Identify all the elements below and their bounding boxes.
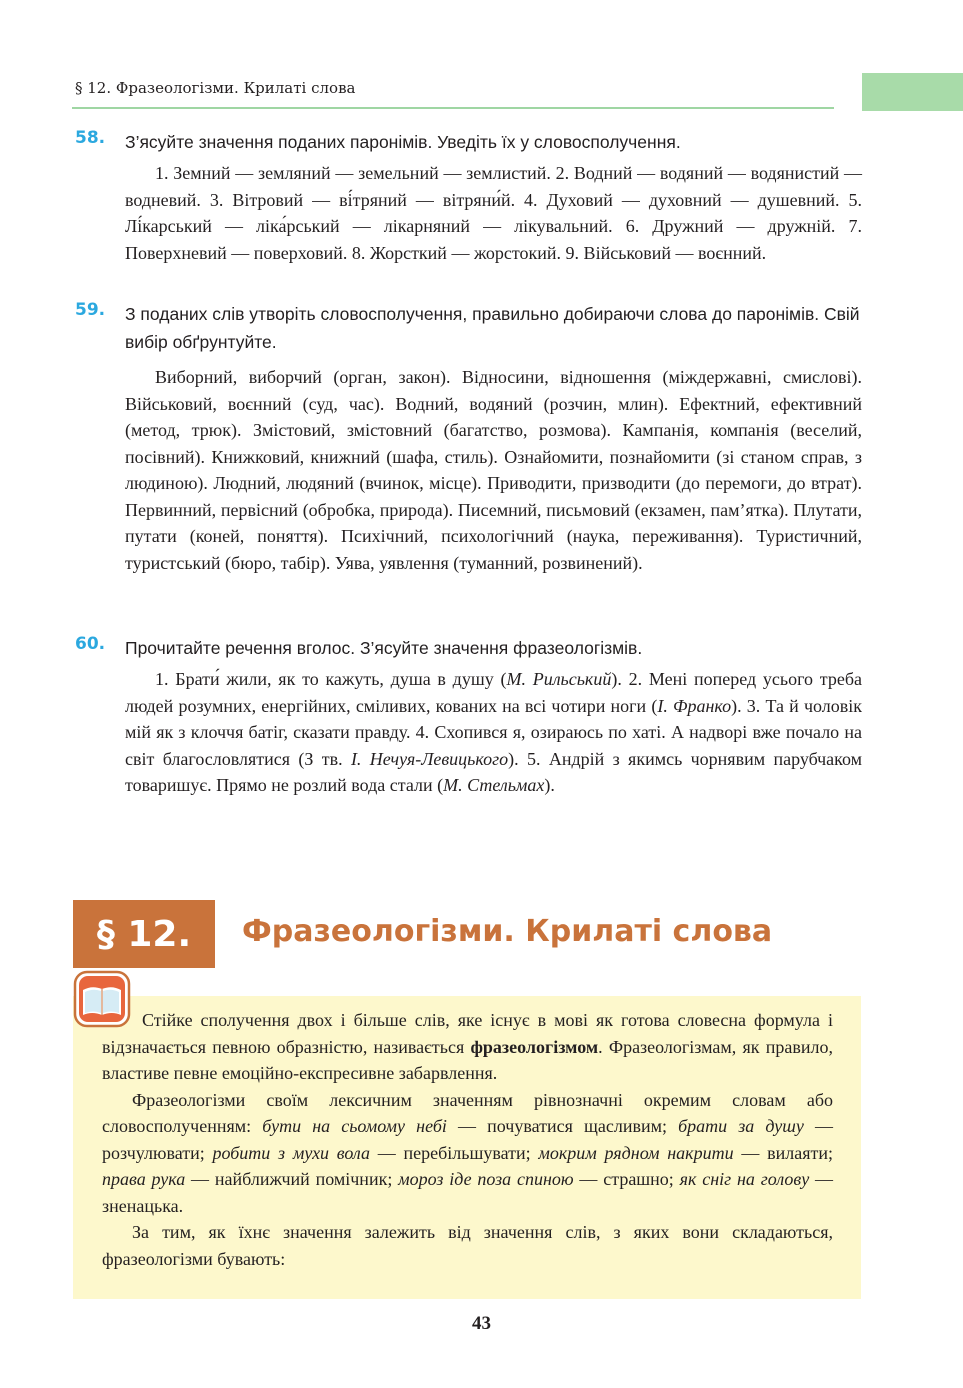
author-name: М. Стельмах xyxy=(443,775,545,795)
exercise-number: 58. xyxy=(75,128,106,148)
header-color-tab xyxy=(862,73,963,111)
exercise-body: Виборний, виборчий (орган, закон). Відносини, відношення (міждержавні, смислові). Військовий, воєнний (суд, час). Водний, водяний (розчин, млин). Ефектний, ефективний (метод, трюк). Змістовий, змістовний (багатство, розмова). Кампанія, компанія (веселий, посівний). Книжковий, книжний (шафа, стиль). Ознайомити, познайомити (зі станом справ, з людиною). Людний, людяний (вчинок, місце). Приводити, призводити (до перемоги, до втрат). Первинний, первісний (обробка, природа). Писемний, письмовий (екзамен, пам’ятка). Плутати, путати (коней, поняття). Психічний, психологічний (наука, переживання). Туристичний, туристський (бюро, табір). Уява, уявлення (туманний, розвинений). xyxy=(125,367,862,573)
running-title: § 12. Фразеологізми. Крилаті слова xyxy=(75,79,356,97)
section-number-badge: § 12. xyxy=(73,900,215,968)
exercise-number: 59. xyxy=(75,300,106,320)
exercise-58 xyxy=(75,128,862,266)
exercise-body: 1. Земний — земляний — земельний — землистий. 2. Водний — водяний — водянистий — водневий. 3. Вітровий — ві́тряний — вітряни́й. 4. Духовий — духовний — душевний. 5. Лі́карський — ліка́рський — лікарняний — лікувальний. 6. Дружний — дружній. 7. Поверхневий — поверховий. 8. Жорсткий — жорстокий. 9. Військовий — воєнний. xyxy=(125,163,862,263)
section-title: Фразеологізми. Крилаті слова xyxy=(242,914,773,949)
header-divider xyxy=(72,107,834,109)
exercise-task: Прочитайте речення вголос. З’ясуйте значення фразеологізмів. xyxy=(125,638,643,658)
exercise-body: 1. Брати́ жили, як то кажуть, душа в душу (М. Рильський). 2. Мені поперед усього треба людей розумних, енергійних, сміливих, кованих на всі чотири ноги (І. Франко). 3. Та й чоловік мій як з клоччя батіг, сказати правду. 4. Схопився я, озираюсь по хаті. А надворі вже почало на світ благословлятися (З тв. І. Нечуя-Левицького). 5. Андрій з якимсь чорнявим парубчаком товаришує. Прямо не розлий вода стали (М. Стельмах). xyxy=(125,669,862,795)
key-term: фразеологізмом xyxy=(470,1036,599,1057)
rule-text xyxy=(102,1007,833,1272)
exercise-number: 60. xyxy=(75,634,106,654)
exercise-60 xyxy=(75,634,862,799)
page-number: 43 xyxy=(472,1313,491,1334)
author-name: І. Франко xyxy=(657,695,732,716)
rule-paragraph: Стійке сполучення двох і більше слів, яке існує в мові як готова словесна формула і відзначається певною образністю, називається фразеологізмом. Фразеологізмам, як правило, властиве певне емоційно-експресивне забарвлення. xyxy=(102,1010,833,1083)
author-name: І. Нечуя-Левицького xyxy=(350,748,509,769)
exercise-task: З’ясуйте значення поданих паронімів. Уведіть їх у словосполучення. xyxy=(125,132,681,152)
rule-paragraph: Фразеологізми своїм лексичним значенням рівнозначні окремим словам або словосполученням: бути на сьомому небі — почуватися щасливим; брати за душу — розчулювати; робити з мухи вола — перебільшувати; мокрим рядном накрити — вилаяти; права рука — найближчий помічник; мороз іде поза спиною — страшно; як сніг на голову — зненацька. xyxy=(102,1089,834,1216)
author-name: М. Рильський xyxy=(506,669,612,689)
exercise-59 xyxy=(75,300,862,576)
rule-paragraph: За тим, як їхнє значення залежить від значення слів, з яких вони складаються, фразеологізми бувають: xyxy=(102,1222,833,1269)
exercise-task: З поданих слів утворіть словосполучення, правильно добираючи слова до паронімів. Свій вибір обґрунтуйте. xyxy=(125,304,860,352)
